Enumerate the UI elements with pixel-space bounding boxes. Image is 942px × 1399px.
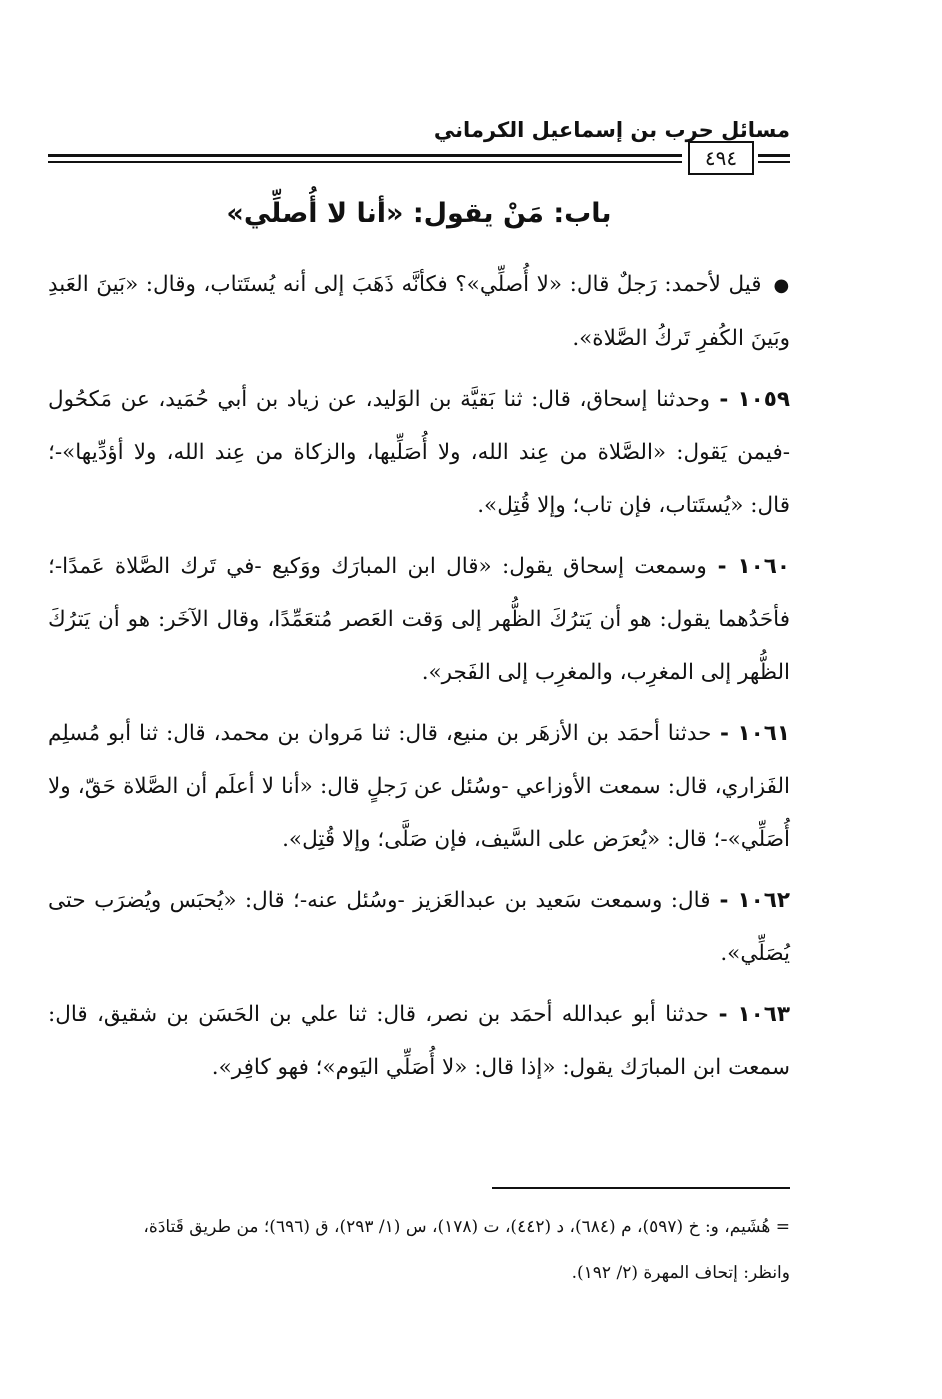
header-rule xyxy=(48,154,682,157)
running-header xyxy=(48,118,790,172)
paragraph-text: قال: وسمعت سَعيد بن عبدالعَزيز -وسُئل عنه-؛ قال: «يُحبَس ويُضرَب حتى يُصَلِّي». xyxy=(48,888,790,966)
paragraph-text: حدثنا أبو عبدالله أحمَد بن نصر، قال: ثنا علي بن الحَسَن بن شقيق، قال: سمعت ابن المبارَك يقول: «إذا قال: «لا أُصَلِّي اليَوم»؛ فهو كافِر». xyxy=(48,1002,790,1080)
paragraph-number: ١٠٦٣ xyxy=(737,1002,790,1027)
main-text xyxy=(48,258,790,1102)
header-rule xyxy=(758,154,790,157)
paragraph: ١٠٦١ - حدثنا أحمَد بن الأزهَر بن منيع، قال: ثنا مَروان بن محمد، قال: ثنا أبو مُسلِم الفَزاري، قال: سمعت الأوزاعي -وسُئل عن رَجلٍ قال: «أنا لا أعلَم أن الصَّلاة حَقّ، ولا أُصَلِّي»-؛ قال: «يُعرَض على السَّيف، فإن صَلَّى؛ وإلا قُتِل». xyxy=(48,721,790,852)
book-title: مسائل حرب بن إسماعيل الكرماني xyxy=(433,118,790,142)
paragraph: ١٠٦٣ - حدثنا أبو عبدالله أحمَد بن نصر، قال: ثنا علي بن الحَسَن بن شقيق، قال: سمعت ابن المبارَك يقول: «إذا قال: «لا أُصَلِّي اليَوم»؛ فهو كافِر». xyxy=(48,1002,790,1080)
paragraph: ١٠٦٢ - قال: وسمعت سَعيد بن عبدالعَزيز -وسُئل عنه-؛ قال: «يُحبَس ويُضرَب حتى يُصَلِّي». xyxy=(48,888,791,966)
page-number: ٤٩٤ xyxy=(688,141,754,175)
paragraph-number: ١٠٦٢ xyxy=(737,888,791,913)
footnote-separator xyxy=(492,1187,790,1189)
header-rule xyxy=(758,161,790,163)
footnote-line: وانظر: إتحاف المهرة (٢/ ١٩٢). xyxy=(571,1263,790,1283)
paragraph-number: ١٠٦١ xyxy=(737,721,790,746)
paragraph-number: ١٠٦٠ xyxy=(737,554,790,579)
chapter-heading: باب: مَنْ يقول: «أنا لا أُصلِّي» xyxy=(226,198,612,229)
header-rule xyxy=(48,161,682,163)
paragraph-text: حدثنا أحمَد بن الأزهَر بن منيع، قال: ثنا مَروان بن محمد، قال: ثنا أبو مُسلِم الفَزاري، قال: سمعت الأوزاعي -وسُئل عن رَجلٍ قال: «أنا لا أعلَم أن الصَّلاة حَقّ، ولا أُصَلِّي»-؛ قال: «يُعرَض على السَّيف، فإن صَلَّى؛ وإلا قُتِل». xyxy=(48,721,790,852)
footnote-line: = هُشَيم، و: خ (٥٩٧)، م (٦٨٤)، د (٤٤٢)، ت (١٧٨)، س (١/ ٢٩٣)، ق (٦٩٦)؛ من طريق قَتادَة، xyxy=(143,1217,790,1237)
paragraph-text: وسمعت إسحاق يقول: «قال ابن المبارَك ووَكيع -في تَرك الصَّلاة عَمدًا-؛ فأحَدُهما يقول: هو أن يَترُكَ الظُّهر إلى وَقت العَصر مُتعَمِّدًا، وقال الآخَر: هو أن يَترُكَ الظُّهر إلى المغرِب، والمغرِب إلى الفَجر». xyxy=(48,554,790,685)
bullet-icon: ● xyxy=(773,275,790,296)
paragraph xyxy=(48,258,790,365)
footnotes xyxy=(48,1204,790,1296)
paragraph-text: قيل لأحمد: رَجلٌ قال: «لا أُصلِّي»؟ فكأنَّه ذَهَبَ إلى أنه يُستَتاب، وقال: «بَينَ العَبدِ وبَينَ الكُفرِ تَركُ الصَّلاة». xyxy=(48,272,790,351)
paragraph-text: وحدثنا إسحاق، قال: ثنا بَقيَّة بن الوَليد، عن زياد بن أبي حُمَيد، عن مَكحُول -فيمن يَقول: «الصَّلاة من عِند الله، ولا أُصَلِّيها، والزكاة من عِند الله، ولا أؤدِّيها»-؛ قال: «يُستَتاب، فإن تاب؛ وإلا قُتِل». xyxy=(48,387,790,518)
paragraph: ١٠٥٩ - وحدثنا إسحاق، قال: ثنا بَقيَّة بن الوَليد، عن زياد بن أبي حُمَيد، عن مَكحُول -فيمن يَقول: «الصَّلاة من عِند الله، ولا أُصَلِّيها، والزكاة من عِند الله، ولا أؤدِّيها»-؛ قال: «يُستَتاب، فإن تاب؛ وإلا قُتِل». xyxy=(48,387,790,518)
paragraph: ١٠٦٠ - وسمعت إسحاق يقول: «قال ابن المبارَك ووَكيع -في تَرك الصَّلاة عَمدًا-؛ فأحَدُهما يقول: هو أن يَترُكَ الظُّهر إلى وَقت العَصر مُتعَمِّدًا، وقال الآخَر: هو أن يَترُكَ الظُّهر إلى المغرِب، والمغرِب إلى الفَجر». xyxy=(48,554,790,685)
paragraph-number: ١٠٥٩ xyxy=(737,387,790,412)
